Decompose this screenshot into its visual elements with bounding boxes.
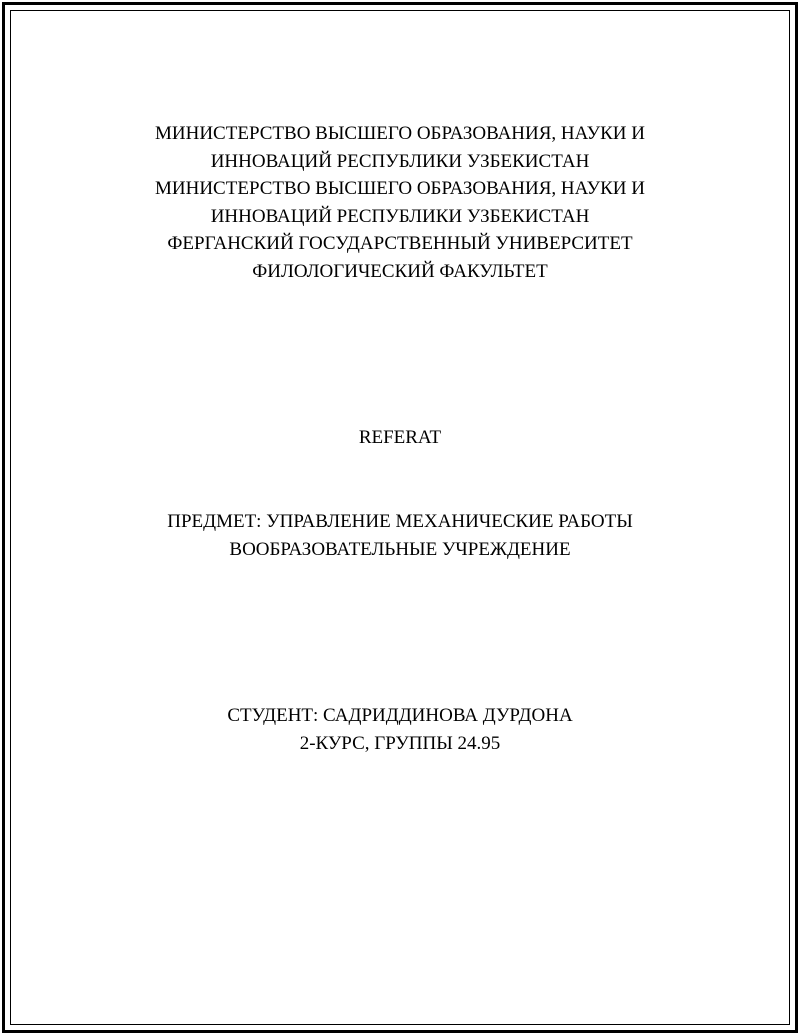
document-type-label: REFERAT bbox=[358, 427, 442, 448]
header-line: МИНИСТЕРСТВО ВЫСШЕГО ОБРАЗОВАНИЯ, НАУКИ И bbox=[155, 123, 645, 144]
student-course-group: 2-КУРС, ГРУППЫ 24.95 bbox=[299, 732, 501, 754]
header-line: ИННОВАЦИЙ РЕСПУБЛИКИ УЗБЕКИСТАН bbox=[210, 205, 590, 227]
header-line: МИНИСТЕРСТВО ВЫСШЕГО ОБРАЗОВАНИЯ, НАУКИ И bbox=[155, 178, 645, 200]
university-name: ФЕРГАНСКИЙ ГОСУДАРСТВЕННЫЙ УНИВЕРСИТЕТ bbox=[167, 233, 633, 255]
student-section bbox=[0, 702, 800, 757]
student-name: СТУДЕНТ: САДРИДДИНОВА ДУРДОНА bbox=[227, 705, 573, 726]
subject-line: ПРЕДМЕТ: УПРАВЛЕНИЕ МЕХАНИЧЕСКИЕ РАБОТЫ bbox=[167, 511, 633, 532]
header-line: ИННОВАЦИЙ РЕСПУБЛИКИ УЗБЕКИСТАН bbox=[210, 150, 590, 172]
subject-line: ВООБРАЗОВАТЕЛЬНЫЕ УЧРЕЖДЕНИЕ bbox=[229, 538, 571, 560]
faculty-name: ФИЛОЛОГИЧЕСКИЙ ФАКУЛЬТЕТ bbox=[252, 260, 548, 282]
subject-section bbox=[0, 508, 800, 563]
document-type bbox=[0, 424, 800, 452]
institution-header bbox=[0, 120, 800, 286]
